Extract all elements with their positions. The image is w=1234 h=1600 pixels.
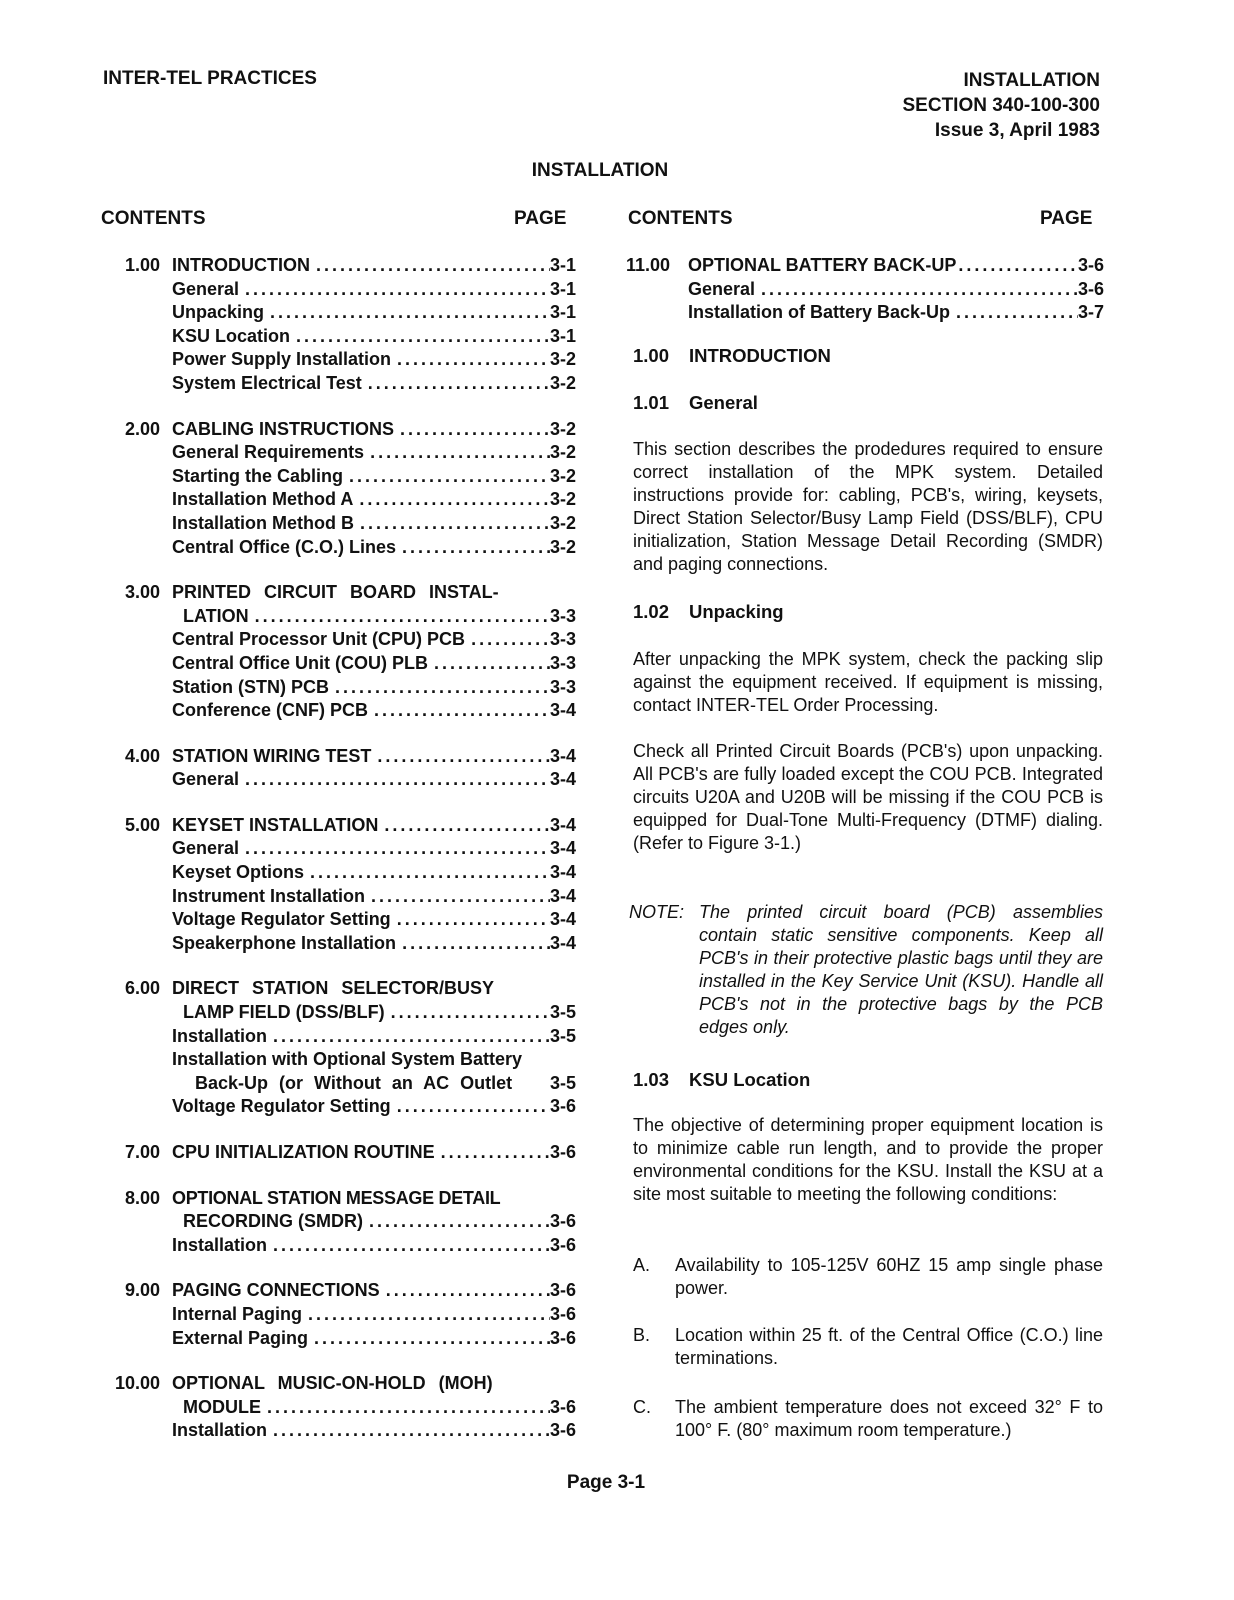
- toc-page: 3-5: [549, 1002, 576, 1023]
- list-text: The ambient temperature does not exceed 32° F to 100° F. (80° maximum room temperature.): [675, 1397, 1103, 1440]
- toc-title: Instrument Installation: [172, 885, 366, 906]
- heading-number: 1.02: [633, 601, 670, 622]
- toc-page: 3-4: [549, 769, 576, 790]
- toc-entry: [90, 814, 576, 838]
- toc-page: 3-2: [549, 489, 576, 510]
- toc-title: CABLING INSTRUCTIONS: [172, 418, 394, 439]
- toc-entry: [90, 536, 576, 560]
- page-title: INSTALLATION: [531, 160, 669, 181]
- toc-page: 3-1: [549, 325, 576, 346]
- toc-title: Installation Method A: [172, 489, 354, 510]
- toc-entry: [90, 488, 576, 512]
- heading-title: INTRODUCTION: [689, 345, 831, 366]
- toc-page: 3-5: [549, 1072, 576, 1093]
- toc-number: 10.00: [114, 1373, 160, 1394]
- heading-title: KSU Location: [689, 1069, 811, 1090]
- note-block: [629, 901, 1103, 1039]
- toc-title: Conference (CNF) PCB: [172, 700, 369, 721]
- toc-entry: [90, 885, 576, 909]
- toc-page: 3-4: [549, 862, 576, 883]
- toc-entry: [90, 908, 576, 932]
- toc-title: Voltage Regulator Setting: [172, 909, 391, 930]
- toc-entry: [90, 1327, 576, 1351]
- toc-page: 3-4: [549, 932, 576, 953]
- toc-title: KEYSET INSTALLATION: [172, 814, 379, 835]
- toc-page: 3-6: [549, 1327, 576, 1348]
- list-letter: A.: [633, 1255, 651, 1275]
- toc-page: 3-3: [549, 605, 576, 626]
- toc-title: KSU Location: [172, 325, 291, 346]
- list-text: Location within 25 ft. of the Central Office (C.O.) line terminations.: [675, 1325, 1103, 1368]
- toc-entry: [90, 768, 576, 792]
- toc-entry: [90, 1025, 576, 1049]
- toc-number: 8.00: [124, 1187, 160, 1208]
- toc-title: General: [688, 278, 756, 299]
- toc-page: 3-3: [549, 676, 576, 697]
- toc-page: 3-6: [1077, 255, 1104, 275]
- toc-title: Speakerphone Installation: [172, 932, 397, 953]
- toc-number: 4.00: [124, 745, 160, 766]
- toc-title: PRINTED CIRCUIT BOARD INSTAL-: [172, 582, 499, 603]
- toc-page: 3-1: [549, 278, 576, 299]
- toc-page: 3-4: [549, 838, 576, 859]
- note-text: The printed circuit board (PCB) assemblies contain static sensitive components. Keep all PCB's in their protective plastic bags until they are installed in the Key Service Unit (KSU). Handle all PCB's not in the protective bags by the PCB edges only.: [699, 902, 1103, 1037]
- toc-title: Voltage Regulator Setting: [172, 1096, 391, 1117]
- toc-page: 3-6: [549, 1211, 576, 1232]
- page-number: Page 3-1: [566, 1472, 646, 1493]
- toc-entry: [90, 441, 576, 465]
- toc-section-10: [90, 1372, 576, 1443]
- heading-number: 1.01: [633, 392, 670, 413]
- heading-ksu-location: [633, 1068, 1103, 1091]
- toc-entry: [90, 1048, 576, 1072]
- toc-page: 3-6: [1077, 278, 1104, 299]
- toc-entry: [90, 932, 576, 956]
- toc-section-2: [90, 418, 576, 560]
- toc-page: 3-5: [549, 1025, 576, 1046]
- toc-entry: [90, 1187, 576, 1211]
- toc-entry: [90, 1072, 576, 1096]
- header-installation: INSTALLATION: [963, 70, 1100, 91]
- toc-page: 3-6: [549, 1303, 576, 1324]
- toc-entry: [90, 325, 576, 349]
- toc-number: 9.00: [124, 1280, 160, 1301]
- toc-entry: [90, 512, 576, 536]
- toc-title: General: [172, 838, 240, 859]
- toc-entry: [90, 1419, 576, 1443]
- toc-title-cont: LATION: [183, 605, 249, 626]
- heading-title: General: [689, 392, 758, 413]
- toc-section-3: [90, 581, 576, 723]
- paragraph-general: [633, 438, 1103, 576]
- toc-entry: [90, 278, 576, 302]
- toc-entry: [90, 1210, 576, 1234]
- toc-title: Installation: [172, 1420, 268, 1441]
- toc-number: 1.00: [124, 255, 160, 275]
- toc-entry: [90, 254, 576, 278]
- toc-page: 3-4: [549, 814, 576, 835]
- heading-number: 1.00: [633, 345, 670, 366]
- heading-title: Unpacking: [689, 601, 784, 622]
- toc-entry: [90, 1234, 576, 1258]
- toc-entry: [90, 372, 576, 396]
- toc-title-cont: LAMP FIELD (DSS/BLF): [183, 1002, 385, 1023]
- toc-page: 3-3: [549, 652, 576, 673]
- paragraph-text: This section describes the prodedures required to ensure correct installation of the MPK system. Detailed instructions provide for: cabling, PCB's, wiring, keysets, Direct Station Selector/Busy Lamp Field (DSS/BLF), CPU initialization, Station Message Detail Recording (SMDR) and paging connections.: [633, 439, 1103, 574]
- toc-entry: [620, 254, 1104, 278]
- toc-title: Installation of Battery Back-Up: [688, 302, 951, 323]
- toc-number: 11.00: [625, 255, 670, 275]
- toc-section-7: [90, 1141, 576, 1165]
- toc-title-cont: MODULE: [183, 1396, 261, 1417]
- toc-page: 3-1: [549, 302, 576, 323]
- toc-page: 3-6: [549, 1420, 576, 1441]
- toc-entry: [90, 837, 576, 861]
- toc-entry: [90, 465, 576, 489]
- toc-title: OPTIONAL STATION MESSAGE DETAIL: [172, 1187, 501, 1208]
- toc-page: 3-2: [549, 372, 576, 393]
- toc-entry: [90, 348, 576, 372]
- toc-title: OPTIONAL MUSIC-ON-HOLD (MOH): [172, 1373, 493, 1394]
- toc-entry: [90, 652, 576, 676]
- heading-unpacking: [633, 600, 1103, 623]
- toc-entry: [620, 301, 1104, 325]
- toc-entry: [90, 745, 576, 769]
- list-item-a: [633, 1254, 1103, 1300]
- toc-page: 3-4: [549, 885, 576, 906]
- header-issue-date: Issue 3, April 1983: [934, 120, 1100, 141]
- toc-title: Power Supply Installation: [172, 349, 392, 370]
- contents-heading-right: CONTENTS: [628, 208, 733, 229]
- toc-title: DIRECT STATION SELECTOR/BUSY: [172, 978, 495, 999]
- toc-page: 3-6: [549, 1234, 576, 1255]
- toc-entry: [90, 1279, 576, 1303]
- toc-title: General: [172, 278, 240, 299]
- toc-title: CPU INITIALIZATION ROUTINE: [172, 1142, 435, 1162]
- toc-page: 3-4: [549, 745, 576, 766]
- toc-page: 3-2: [549, 418, 576, 439]
- toc-number: 7.00: [124, 1142, 160, 1162]
- toc-number: 3.00: [124, 582, 160, 603]
- toc-section-9: [90, 1279, 576, 1350]
- toc-entry: [90, 628, 576, 652]
- toc-title-cont: Back-Up (or Without an AC Outlet: [195, 1072, 513, 1093]
- toc-title: General: [172, 769, 240, 790]
- note-label: NOTE:: [629, 902, 685, 922]
- list-item-b: [633, 1324, 1103, 1370]
- toc-title: Installation with Optional System Battery: [172, 1049, 523, 1070]
- toc-entry: [90, 977, 576, 1001]
- toc-title: Central Office Unit (COU) PLB: [172, 652, 429, 673]
- toc-entry: [90, 1001, 576, 1025]
- paragraph-ksu-location: [633, 1114, 1103, 1206]
- contents-heading-left: CONTENTS: [101, 208, 206, 229]
- toc-title: Installation Method B: [172, 512, 354, 533]
- toc-title: Installation: [172, 1025, 268, 1046]
- toc-page: 3-1: [549, 255, 576, 275]
- heading-general: [633, 391, 1103, 414]
- toc-title: Station (STN) PCB: [172, 676, 329, 697]
- toc-entry: [90, 1303, 576, 1327]
- toc-entry: [90, 699, 576, 723]
- toc-entry: [90, 581, 576, 605]
- toc-entry: [90, 301, 576, 325]
- paragraph-unpacking-a: [633, 648, 1103, 717]
- toc-title: PAGING CONNECTIONS: [172, 1280, 380, 1301]
- toc-page: 3-6: [549, 1142, 576, 1162]
- toc-title: Starting the Cabling: [172, 465, 343, 486]
- toc-section-5: [90, 814, 576, 956]
- toc-entry: [90, 676, 576, 700]
- toc-title: Keyset Options: [172, 862, 305, 883]
- toc-page: 3-6: [549, 1396, 576, 1417]
- paragraph-text: The objective of determining proper equipment location is to minimize cable run length, and to provide the proper environmental conditions for the KSU. Install the KSU at a site most suitable to meeting the following conditions:: [633, 1115, 1103, 1204]
- header-section-number: SECTION 340-100-300: [902, 95, 1100, 116]
- paragraph-text: Check all Printed Circuit Boards (PCB's) upon unpacking. All PCB's are fully loaded except the COU PCB. Integrated circuits U20A and U20B will be missing if the COU PCB is equipped for Dual-Tone Multi-Frequency (DTMF) dialing. (Refer to Figure 3-1.): [633, 741, 1103, 853]
- toc-entry: [90, 1372, 576, 1396]
- heading-introduction: [633, 344, 1103, 367]
- toc-title: Central Processor Unit (CPU) PCB: [172, 629, 466, 650]
- list-letter: C.: [633, 1397, 651, 1417]
- toc-entry: [90, 418, 576, 442]
- toc-page: 3-2: [549, 512, 576, 533]
- toc-title: OPTIONAL BATTERY BACK-UP: [688, 255, 957, 275]
- toc-entry: [90, 1095, 576, 1119]
- toc-page: 3-4: [549, 700, 576, 721]
- header-left-practices: INTER-TEL PRACTICES: [103, 68, 317, 89]
- list-text: Availability to 105-125V 60HZ 15 amp single phase power.: [675, 1255, 1103, 1298]
- paragraph-unpacking-b: [633, 740, 1103, 855]
- toc-title: Central Office (C.O.) Lines: [172, 536, 397, 557]
- toc-title: Unpacking: [172, 302, 265, 323]
- toc-page: 3-4: [549, 909, 576, 930]
- toc-page: 3-2: [549, 465, 576, 486]
- toc-page: 3-2: [549, 536, 576, 557]
- heading-number: 1.03: [633, 1069, 670, 1090]
- paragraph-text: After unpacking the MPK system, check the packing slip against the equipment received. If equipment is missing, contact INTER-TEL Order Processing.: [633, 649, 1103, 715]
- list-item-c: [633, 1396, 1103, 1442]
- list-letter: B.: [633, 1325, 651, 1345]
- toc-page: 3-2: [549, 349, 576, 370]
- toc-right-column: [620, 254, 1104, 325]
- toc-section-6: [90, 977, 576, 1119]
- toc-title-cont: RECORDING (SMDR): [183, 1211, 363, 1232]
- toc-page: 3-6: [549, 1280, 576, 1301]
- toc-entry: [90, 861, 576, 885]
- toc-title: Internal Paging: [172, 1303, 303, 1324]
- toc-number: 2.00: [124, 418, 160, 439]
- toc-entry: [90, 1396, 576, 1420]
- toc-section-8: [90, 1187, 576, 1258]
- toc-section-1: [90, 254, 576, 396]
- toc-page: 3-3: [549, 629, 576, 650]
- toc-section-4: [90, 745, 576, 792]
- toc-number: 6.00: [124, 978, 160, 999]
- toc-page: 3-2: [549, 442, 576, 463]
- toc-page: 3-6: [549, 1096, 576, 1117]
- toc-title: External Paging: [172, 1327, 309, 1348]
- toc-title: STATION WIRING TEST: [172, 745, 372, 766]
- toc-left-column: [90, 254, 576, 1465]
- toc-entry: [90, 605, 576, 629]
- toc-page: 3-7: [1077, 302, 1104, 323]
- toc-number: 5.00: [124, 814, 160, 835]
- toc-entry: [620, 278, 1104, 302]
- page-heading-right: PAGE: [1040, 208, 1093, 229]
- toc-title: General Requirements: [172, 442, 365, 463]
- toc-title: Installation: [172, 1234, 268, 1255]
- toc-entry: [90, 1141, 576, 1165]
- page-heading-left: PAGE: [514, 208, 567, 229]
- header-right-block: [903, 68, 1101, 143]
- toc-title: INTRODUCTION: [172, 255, 310, 275]
- toc-title: System Electrical Test: [172, 372, 362, 393]
